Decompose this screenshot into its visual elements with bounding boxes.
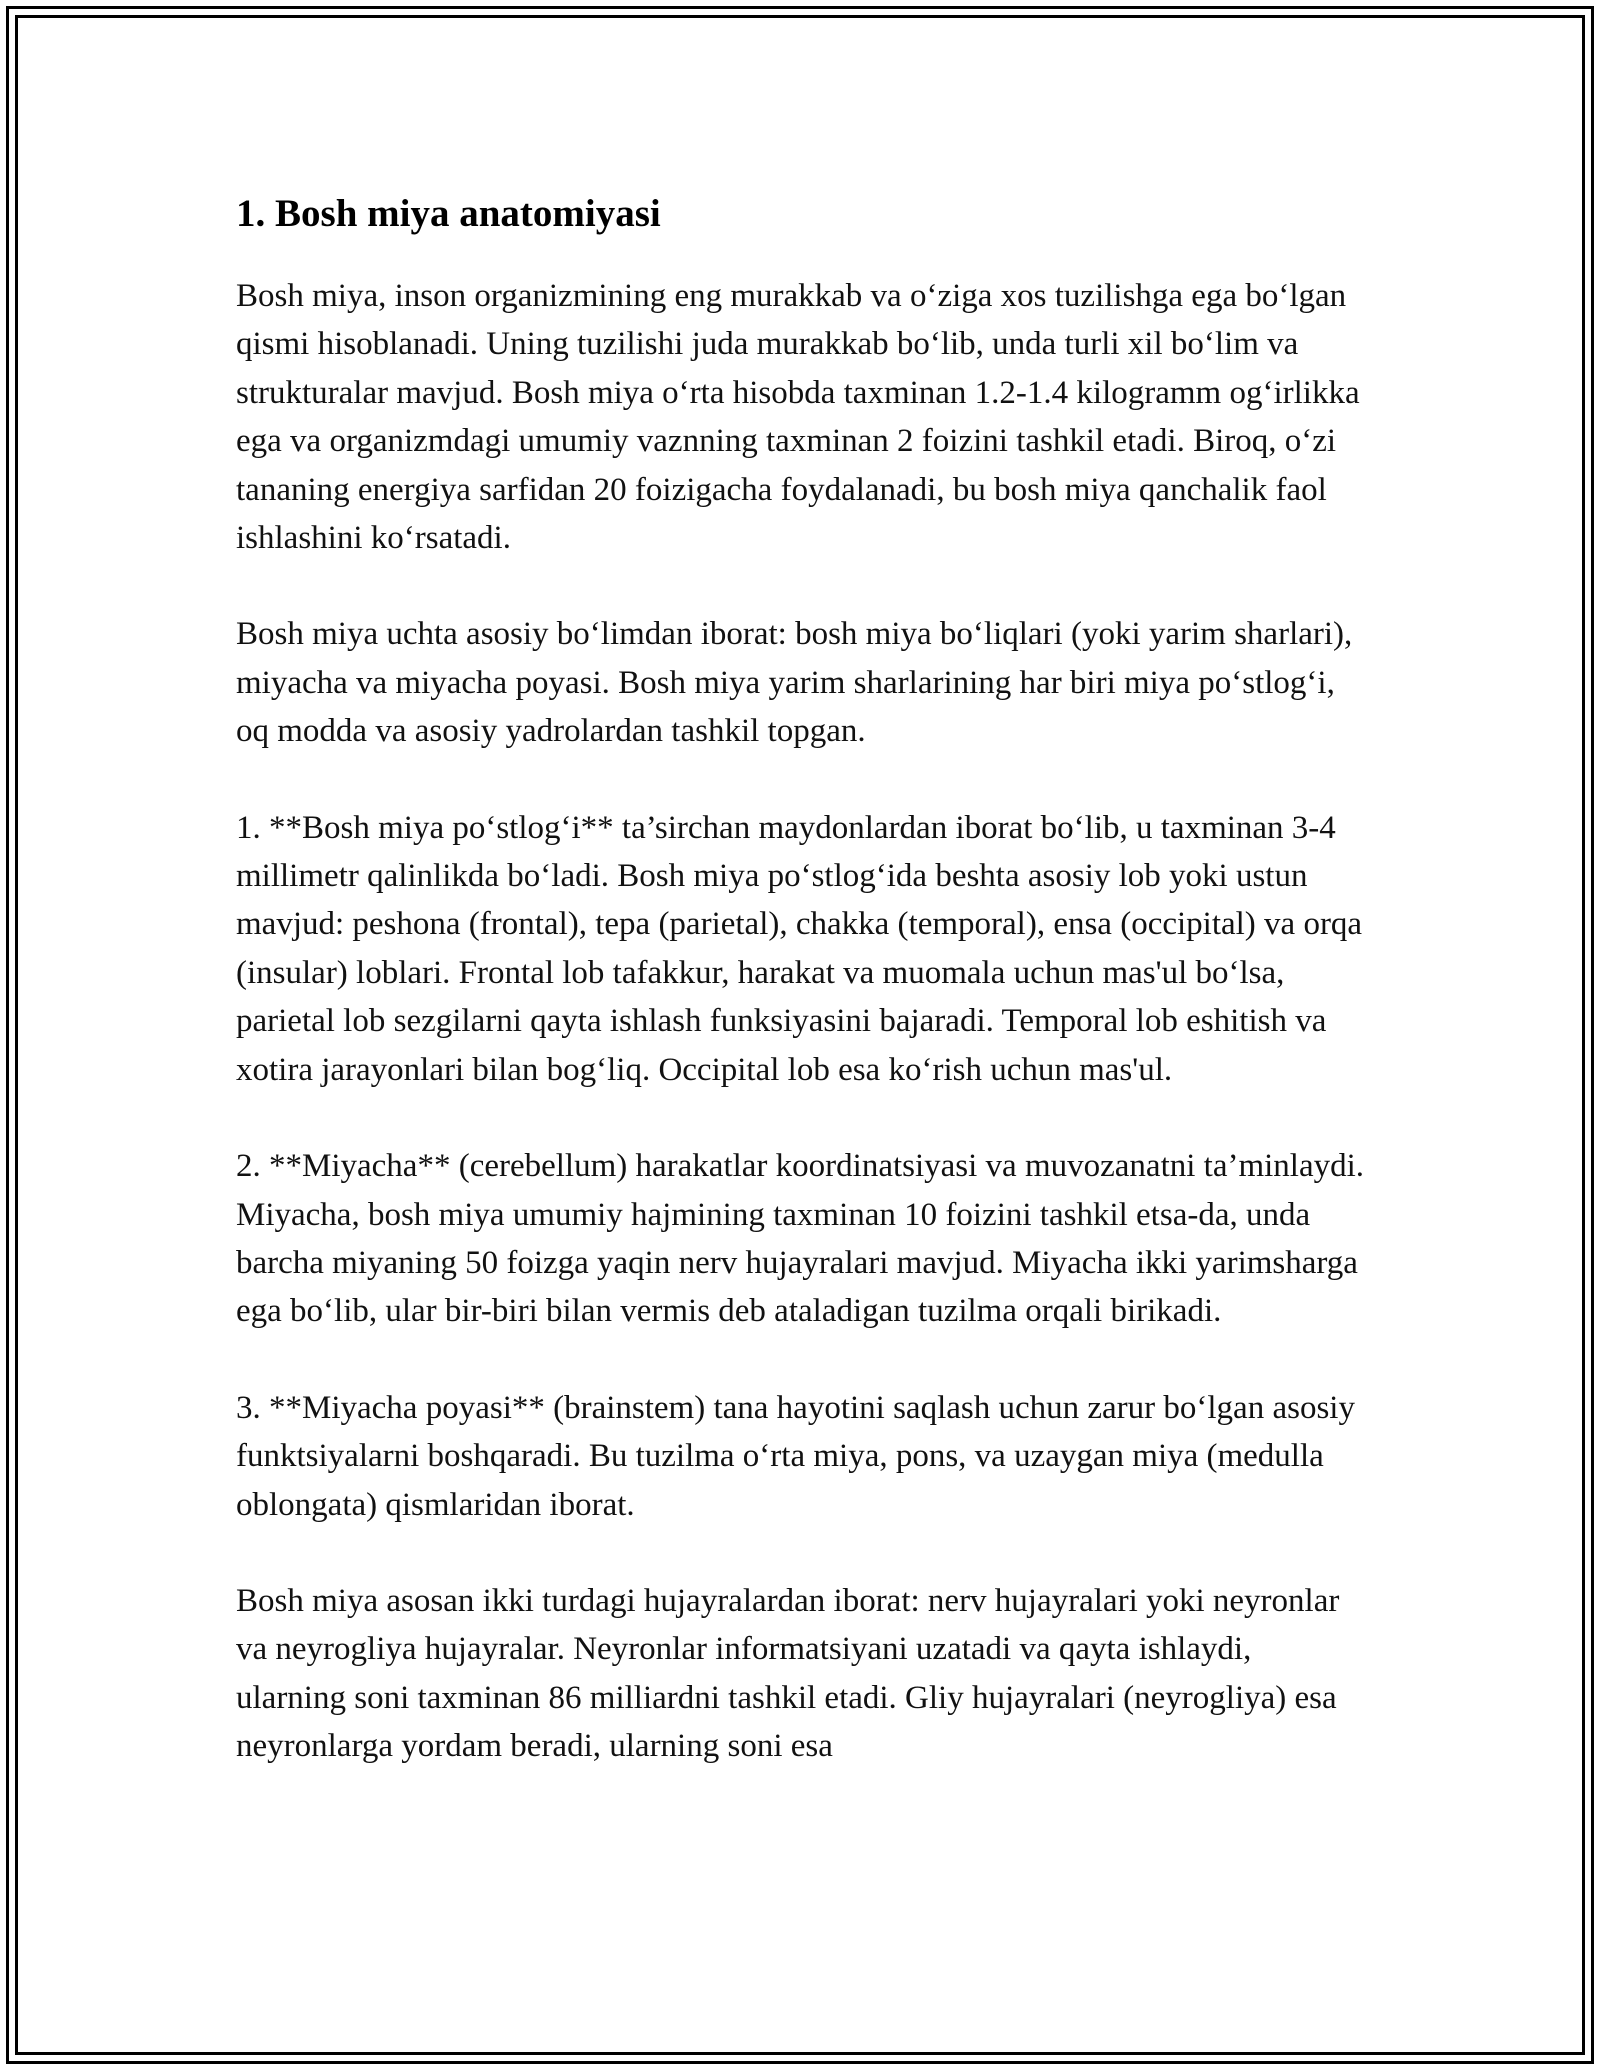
document-body bbox=[236, 182, 1366, 1771]
paragraph-brainstem: 3. **Miyacha poyasi** (brainstem) tana hayotini saqlash uchun zarur bo‘lgan asosiy funktsiyalarni boshqaradi. Bu tuzilma o‘rta miya, pons, va uzaygan miya (medulla oblongata) qismlaridan iborat. bbox=[236, 1389, 1355, 1523]
paragraph-cells: Bosh miya asosan ikki turdagi hujayralardan iborat: nerv hujayralari yoki neyronlar va neyrogliya hujayralar. Neyronlar informatsiyani uzatadi va qayta ishlaydi, ularning soni taxminan 86 milliardni tashkil etadi. Gliy hujayralari (neyrogliya) esa neyronlarga yordam beradi, ularning soni esa bbox=[236, 1582, 1340, 1765]
paragraph-divisions: Bosh miya uchta asosiy bo‘limdan iborat: bosh miya bo‘liqlari (yoki yarim sharlari), miyacha va miyacha poyasi. Bosh miya yarim sharlarining har biri miya po‘stlog‘i, oq modda va asosiy yadrolardan tashkil topgan. bbox=[236, 616, 1353, 750]
paragraph-cerebellum: 2. **Miyacha** (cerebellum) harakatlar koordinatsiyasi va muvozanatni ta’minlaydi. Miyacha, bosh miya umumiy hajmining taxminan 10 foizini tashkil etsa-da, unda barcha miyaning 50 foizga yaqin nerv hujayralari mavjud. Miyacha ikki yarimsharga ega bo‘lib, ular bir-biri bilan vermis deb ataladigan tuzilma orqali birikadi. bbox=[236, 1148, 1365, 1330]
paragraph-intro: Bosh miya, inson organizmining eng murakkab va o‘ziga xos tuzilishga ega bo‘lgan qismi hisoblanadi. Uning tuzilishi juda murakkab bo‘lib, unda turli xil bo‘lim va strukturalar mavjud. Bosh miya o‘rta hisobda taxminan 1.2-1.4 kilogramm og‘irlikka ega va organizmdagi umumiy vaznning taxminan 2 foizini tashkil etadi. Biroq, o‘zi tananing energiya sarfidan 20 foizigacha foydalanadi, bu bosh miya qanchalik faol ishlashini ko‘rsatadi. bbox=[236, 278, 1360, 557]
paragraph-cortex: 1. **Bosh miya po‘stlog‘i** ta’sirchan maydonlardan iborat bo‘lib, u taxminan 3-4 millimetr qalinlikda bo‘ladi. Bosh miya po‘stlog‘ida beshta asosiy lob yoki ustun mavjud: peshona (frontal), tepa (parietal), chakka (temporal), ensa (occipital) va orqa (insular) loblari. Frontal lob tafakkur, harakat va muomala uchun mas'ul bo‘lsa, parietal lob sezgilarni qayta ishlash funksiyasini bajaradi. Temporal lob eshitish va xotira jarayonlari bilan bog‘liq. Occipital lob esa ko‘rish uchun mas'ul. bbox=[236, 809, 1363, 1088]
section-heading: 1. Bosh miya anatomiyasi bbox=[236, 192, 661, 235]
